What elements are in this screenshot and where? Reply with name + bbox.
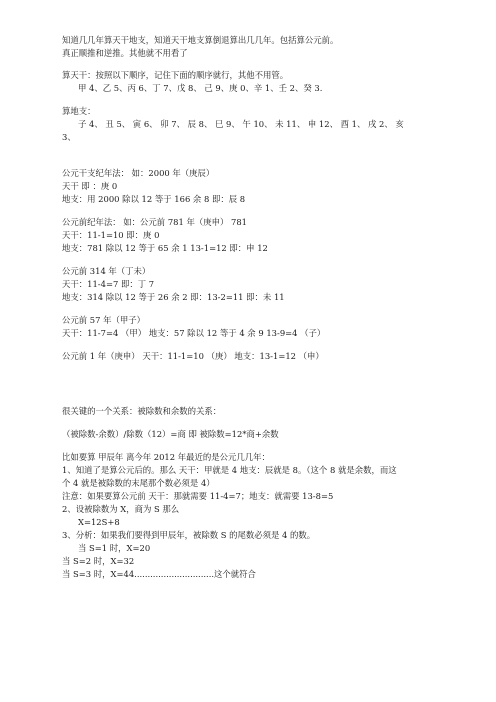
step-1-cont: 个 4 就是被除数的末尾那个数必须是 4） bbox=[62, 478, 215, 488]
case-s1: 当 S=1 时，X=20 bbox=[78, 543, 151, 553]
bc57-calc: 天干：11-7=4 （甲） 地支：57 除以 12 等于 4 余 9 13-9=4 （子） bbox=[62, 328, 326, 338]
case-s2: 当 S=2 时，X=32 bbox=[62, 556, 135, 566]
dizhi-heading: 算地支： bbox=[62, 106, 96, 116]
bc1-calc: 公元前 1 年（庚申） 天干：11-1=10 （庚） 地支：13-1=12 （申） bbox=[62, 351, 324, 361]
bc-tiangan: 天干：11-1=10 即：庚 0 bbox=[62, 230, 160, 240]
ad-method-heading: 公元干支纪年法： 如：2000 年（庚辰） bbox=[62, 168, 215, 178]
bc57-heading: 公元前 57 年（甲子） bbox=[62, 315, 145, 325]
dizhi-values-cont: 3、 bbox=[62, 132, 76, 142]
key-relation-heading: 很关键的一个关系：被除数和余数的关系： bbox=[62, 406, 222, 416]
bc314-dizhi: 地支：314 除以 12 等于 26 余 2 即：13-2=11 即：未 11 bbox=[62, 292, 285, 302]
step-1: 1、知道了是算公元后的。那么 天干：甲就是 4 地支：辰就是 8。（这个 8 就是余数，而这 bbox=[62, 465, 397, 475]
step-3: 3、分析：如果我们要得到甲辰年，被除数 S 的尾数必须是 4 的数。 bbox=[62, 530, 316, 540]
intro-line-1: 知道几几年算天干地支，知道天干地支算倒退算出几几年。包括算公元前。 bbox=[62, 35, 339, 45]
bc-dizhi: 地支：781 除以 12 等于 65 余 1 13-1=12 即：申 12 bbox=[62, 243, 268, 253]
ad-tiangan: 天干 即 ：庚 0 bbox=[62, 181, 118, 191]
tiangan-heading: 算天干：按照以下顺序，记住下面的顺序就行，其他不用管。 bbox=[62, 70, 289, 80]
step-2-formula: X=12S+8 bbox=[78, 517, 120, 527]
ad-dizhi: 地支：用 2000 除以 12 等于 166 余 8 即：辰 8 bbox=[62, 194, 246, 204]
bc314-heading: 公元前 314 年（丁未） bbox=[62, 266, 151, 276]
dizhi-values: 子 4、 丑 5、 寅 6、 卯 7、 辰 8、 巳 9、 午 10、 未 11、 申 12、 酉 1、 戌 2、 亥 bbox=[78, 119, 404, 129]
example-heading: 比如要算 甲辰年 离今年 2012 年最近的是公元几几年： bbox=[62, 452, 270, 462]
tiangan-values: 甲 4、乙 5、丙 6、丁 7、戊 8、 己 9、庚 0、辛 1、壬 2、癸 3. bbox=[78, 83, 323, 93]
intro-line-2: 真正顺推和逆推。其他就不用看了 bbox=[62, 48, 188, 58]
case-s3: 当 S=3 时，X=44..............................这个就符合 bbox=[62, 569, 256, 579]
bc314-tiangan: 天干：11-4=7 即：丁 7 bbox=[62, 279, 155, 289]
note-bc: 注意：如果要算公元前 天干：那就需要 11-4=7；地支：就需要 13-8=5 bbox=[62, 491, 334, 501]
key-relation-formula: （被除数-余数）/除数（12）=商 即 被除数=12*商+余数 bbox=[62, 429, 279, 439]
bc-method-heading: 公元前纪年法： 如：公元前 781 年（庚申） 781 bbox=[62, 217, 247, 227]
step-2: 2、设被除数为 X，商为 S 那么 bbox=[62, 504, 180, 514]
